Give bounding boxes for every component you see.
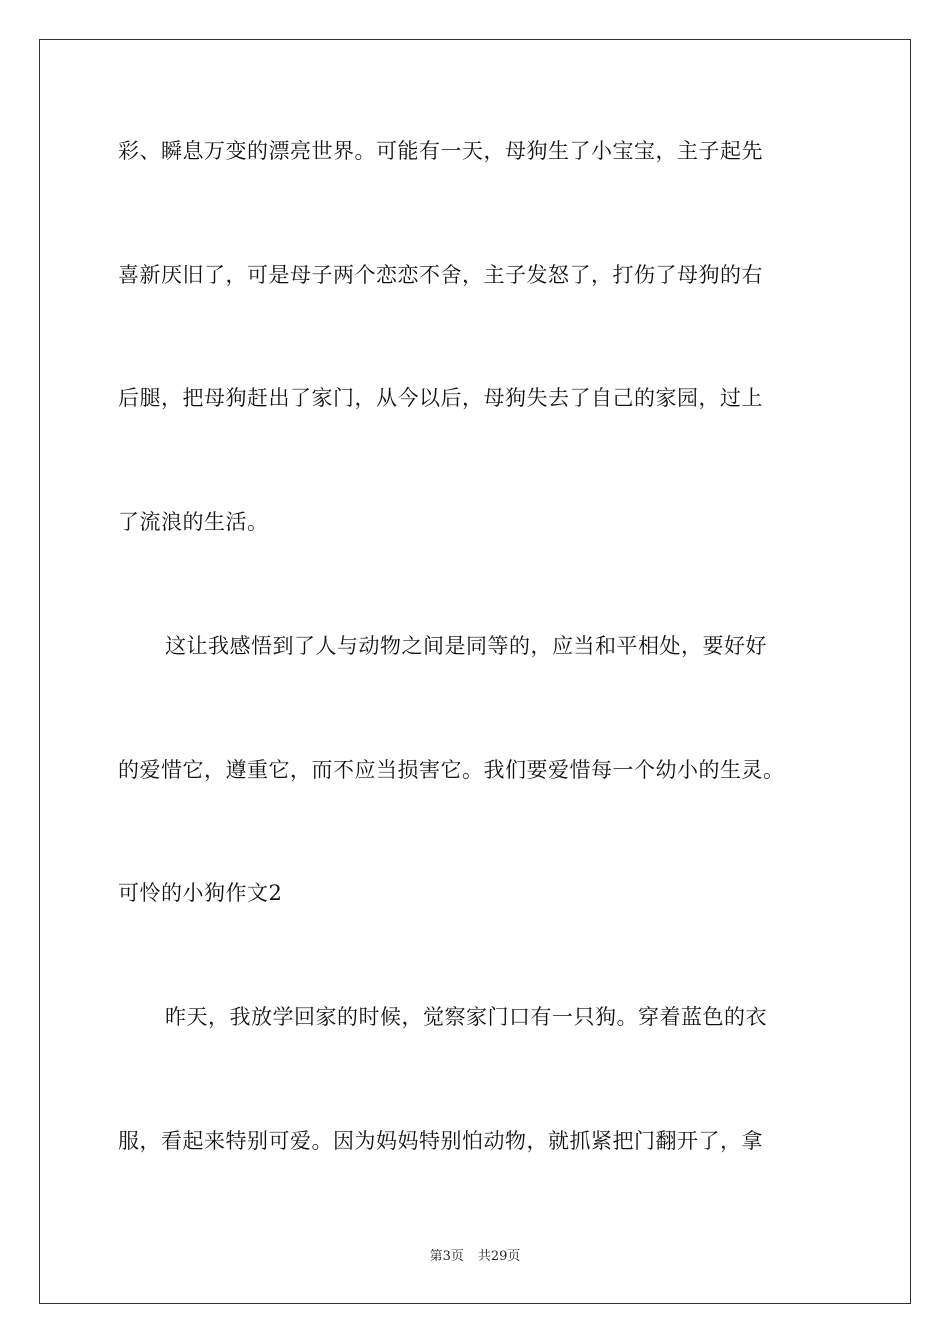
section-heading: 可怜的小狗作文2 bbox=[118, 881, 283, 905]
text-line: 服，看起来特别可爱。因为妈妈特别怕动物，就抓紧把门翻开了，拿 bbox=[118, 1129, 763, 1153]
paragraph-first-line: 昨天，我放学回家的时候，觉察家门口有一只狗。穿着蓝色的衣 bbox=[165, 1005, 767, 1029]
text-line: 了流浪的生活。 bbox=[118, 510, 269, 534]
text-line: 彩、瞬息万变的漂亮世界。可能有一天，母狗生了小宝宝，主子起先 bbox=[118, 139, 763, 163]
paragraph-first-line: 这让我感悟到了人与动物之间是同等的，应当和平相处，要好好 bbox=[165, 634, 767, 658]
page-total: 共29页 bbox=[477, 1249, 521, 1264]
page-frame bbox=[39, 39, 911, 1304]
text-line: 喜新厌旧了，可是母子两个恋恋不舍，主子发怒了，打伤了母狗的右 bbox=[118, 263, 763, 287]
text-line: 后腿，把母狗赶出了家门，从今以后，母狗失去了自己的家园，过上 bbox=[118, 386, 763, 410]
page-number: 第3页 bbox=[429, 1249, 464, 1264]
page-footer bbox=[0, 1248, 950, 1266]
text-line: 的爱惜它，遵重它，而不应当损害它。我们要爱惜每一个幼小的生灵。 bbox=[118, 758, 785, 782]
